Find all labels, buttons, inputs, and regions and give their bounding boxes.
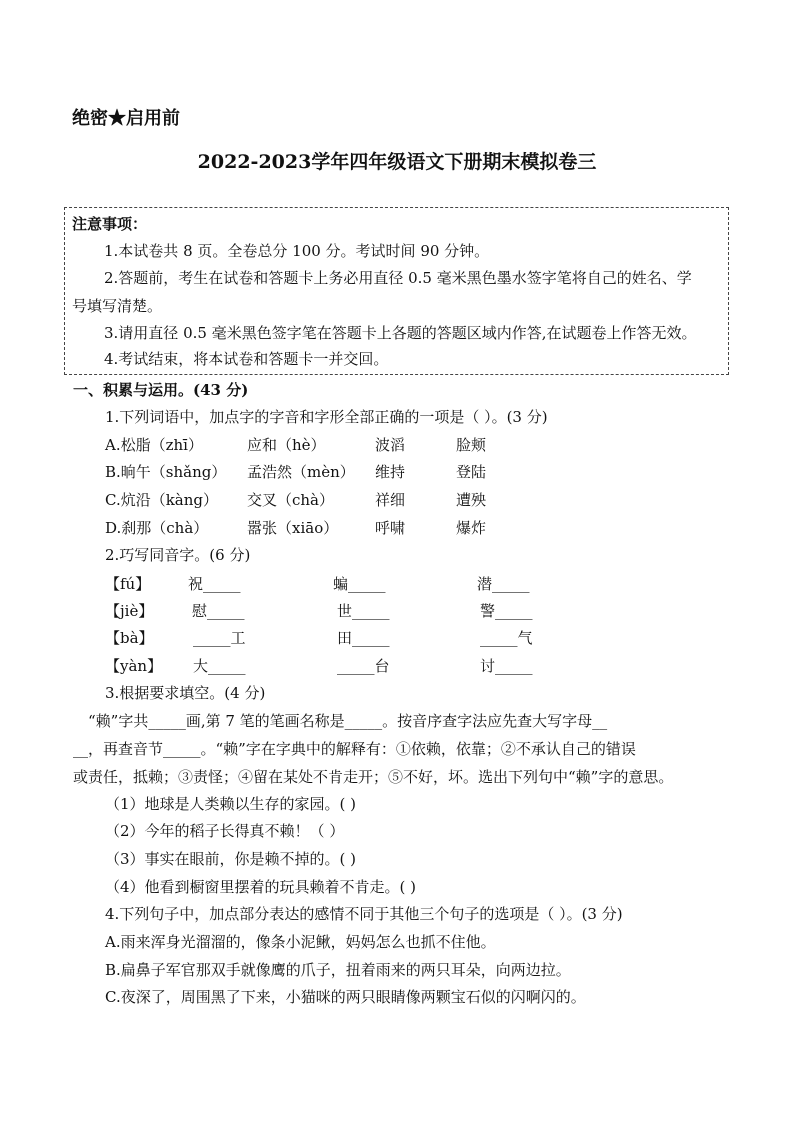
fill-blank: 大_____ [193,657,246,675]
fill-blank: 蝙_____ [333,575,386,593]
paragraph-line: “赖”字共_____画,第 7 笔的笔画名称是_____。按音序查字法应先查大写字母__ [88,712,608,730]
option-label: C.炕沿（kàng） [105,491,219,509]
fill-blank: 世_____ [337,602,390,620]
sub-question: （4）他看到橱窗里摆着的玩具赖着不肯走。( ) [105,878,417,896]
option-label: B.晌午（shǎng） [105,463,227,481]
section-heading: 一、积累与运用。(43 分) [73,381,249,399]
question-stem: 1.下列词语中，加点字的字音和字形全部正确的一项是（ ）。(3 分) [105,408,548,426]
sub-question: （2）今年的稻子长得真不赖！（ ） [105,822,345,840]
notice-item-3: 3.请用直径 0.5 毫米黑色签字笔在答题卡上各题的答题区域内作答,在试题卷上作答无效。 [104,324,697,342]
option-word: 脸颊 [456,436,487,454]
notice-box [64,207,729,375]
sub-question: （1）地球是人类赖以生存的家园。( ) [105,795,357,813]
pinyin-label: 【jiè】 [105,602,154,620]
notice-heading: 注意事项： [72,215,148,233]
question-stem: 2.巧写同音字。(6 分) [105,546,251,564]
notice-item-2: 2.答题前，考生在试卷和答题卡上务必用直径 0.5 毫米黑色墨水签字笔将自己的姓名、学 [104,269,692,287]
option-word: 维持 [375,463,406,481]
question-stem: 4.下列句子中，加点部分表达的感情不同于其他三个句子的选项是（ ）。(3 分) [105,905,623,923]
fill-blank: _____气 [480,629,533,647]
fill-blank: 田_____ [337,629,390,647]
notice-item-1: 1.本试卷共 8 页。全卷总分 100 分。考试时间 90 分钟。 [104,242,490,260]
option-sentence: A.雨来浑身光溜溜的，像条小泥鳅，妈妈怎么也抓不住他。 [105,933,496,951]
option-word: 登陆 [456,463,487,481]
option-sentence: B.扁鼻子军官那双手就像鹰的爪子，扭着雨来的两只耳朵，向两边拉。 [105,961,571,979]
option-word: 遭殃 [456,491,487,509]
paragraph-line: 或责任，抵赖；③责怪；④留在某处不肯走开；⑤不好，坏。选出下列句中“赖”字的意思。 [73,768,674,786]
option-word: 波滔 [375,436,406,454]
fill-blank: _____台 [337,657,390,675]
fill-blank: 祝_____ [188,575,241,593]
question-stem: 3.根据要求填空。(4 分) [105,684,266,702]
option-word: 应和（hè） [247,436,326,454]
option-word: 呼啸 [375,519,406,537]
sub-question: （3）事实在眼前，你是赖不掉的。( ) [105,850,357,868]
fill-blank: 潜_____ [477,575,530,593]
option-word: 祥细 [375,491,406,509]
option-word: 交叉（chà） [247,491,335,509]
exam-title: 2022-2023学年四年级语文下册期末模拟卷三 [197,151,597,173]
option-sentence: C.夜深了，周围黑了下来，小猫咪的两只眼睛像两颗宝石似的闪啊闪的。 [105,988,586,1006]
option-word: 孟浩然（mèn） [247,463,355,481]
secret-mark: 绝密★启用前 [72,108,180,129]
fill-blank: 警_____ [480,602,533,620]
pinyin-label: 【yàn】 [105,657,163,675]
fill-blank: 慰_____ [192,602,245,620]
pinyin-label: 【bà】 [105,629,154,647]
fill-blank: 讨_____ [480,657,533,675]
option-word: 爆炸 [456,519,487,537]
notice-item-2-cont: 号填写清楚。 [72,297,163,315]
paragraph-line: __，再查音节_____。“赖”字在字典中的解释有：①依赖，依靠；②不承认自己的错误 [73,740,636,758]
fill-blank: _____工 [193,629,246,647]
option-label: A.松脂（zhī） [105,436,203,454]
option-word: 嚣张（xiāo） [247,519,339,537]
notice-item-4: 4.考试结束，将本试卷和答题卡一并交回。 [104,350,389,368]
pinyin-label: 【fú】 [105,575,151,593]
option-label: D.刹那（chà） [105,519,209,537]
